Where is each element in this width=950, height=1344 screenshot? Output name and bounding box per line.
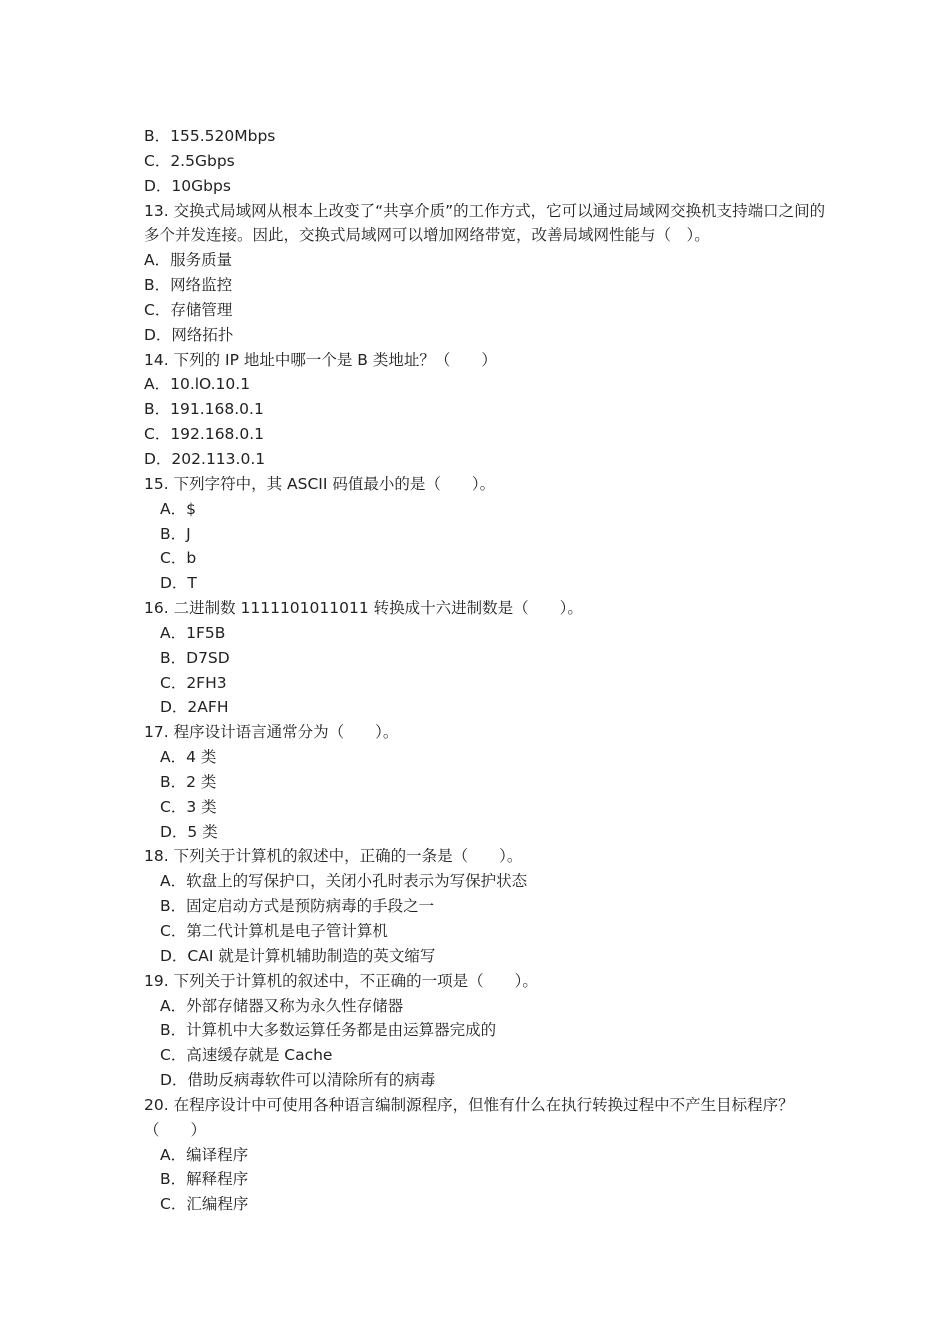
option-text: B．155.520Mbps — [144, 127, 276, 145]
option-text: A．编译程序 — [160, 1145, 249, 1164]
question-text: 13. 交换式局域网从根本上改变了“共享介质”的工作方式，它可以通过局域网交换机支持端口之间的多个并发连接。因此，交换式局域网可以增加网络带宽，改善局域网性能与（ ）。 — [144, 201, 826, 245]
option-text: C．高速缓存就是 Cache — [160, 1046, 333, 1065]
option-text: B．网络监控 — [144, 276, 233, 295]
document-page — [144, 124, 834, 1217]
option-text: B．D7SD — [160, 648, 230, 667]
option-text: C．存储管理 — [144, 300, 233, 319]
question-text: 14. 下列的 IP 地址中哪一个是 B 类地址？（ ） — [144, 350, 497, 369]
option-text: D．网络拓扑 — [144, 325, 234, 344]
option-text: C．b — [160, 549, 197, 568]
option-text: A．服务质量 — [144, 251, 233, 270]
option-text: D．T — [160, 574, 197, 593]
option-text: A．软盘上的写保护口，关闭小孔时表示为写保护状态 — [160, 872, 528, 891]
question-text: 16. 二进制数 1111101011011 转换成十六进制数是（ ）。 — [144, 599, 583, 618]
option-text: B．解释程序 — [160, 1170, 249, 1189]
option-text: D．5 类 — [160, 822, 218, 841]
option-text: C．汇编程序 — [160, 1195, 249, 1214]
question-text: 20. 在程序设计中可使用各种语言编制源程序，但惟有什么在执行转换过程中不产生目标程序？（ ） — [144, 1095, 794, 1139]
option-text: A．4 类 — [160, 748, 217, 767]
option-text: D．202.113.0.1 — [144, 449, 266, 468]
option-text: C．3 类 — [160, 797, 217, 816]
option-text: B．固定启动方式是预防病毒的手段之一 — [160, 897, 435, 916]
option-text: D．借助反病毒软件可以清除所有的病毒 — [160, 1071, 436, 1090]
option-text: C．第二代计算机是电子管计算机 — [160, 922, 388, 940]
option-text: B．191.168.0.1 — [144, 400, 264, 419]
option-text: A．$ — [160, 499, 196, 518]
question-text: 17. 程序设计语言通常分为（ ）。 — [144, 723, 399, 742]
question-text: 19. 下列关于计算机的叙述中，不正确的一项是（ ）。 — [144, 971, 538, 990]
option-text: B．J — [160, 524, 191, 543]
option-text: C．2.5Gbps — [144, 151, 235, 170]
question-text: 18. 下列关于计算机的叙述中，正确的一条是（ ）。 — [144, 847, 523, 866]
option-text: B．计算机中大多数运算任务都是由运算器完成的 — [160, 1021, 497, 1040]
option-text: D．2AFH — [160, 698, 229, 717]
option-text: B．2 类 — [160, 772, 217, 791]
option-text: A．外部存储器又称为永久性存储器 — [160, 996, 404, 1015]
option-text: D．10Gbps — [144, 176, 231, 195]
question-text: 15. 下列字符中，其 ASCII 码值最小的是（ ）。 — [144, 474, 496, 493]
option-text: D．CAI 就是计算机辅助制造的英文缩写 — [160, 946, 436, 965]
option-text: A．1F5B — [160, 623, 226, 642]
option-text: C．2FH3 — [160, 673, 227, 692]
option-text: A．10.lO.10.1 — [144, 375, 251, 394]
option-text: C．192.168.0.1 — [144, 425, 264, 444]
